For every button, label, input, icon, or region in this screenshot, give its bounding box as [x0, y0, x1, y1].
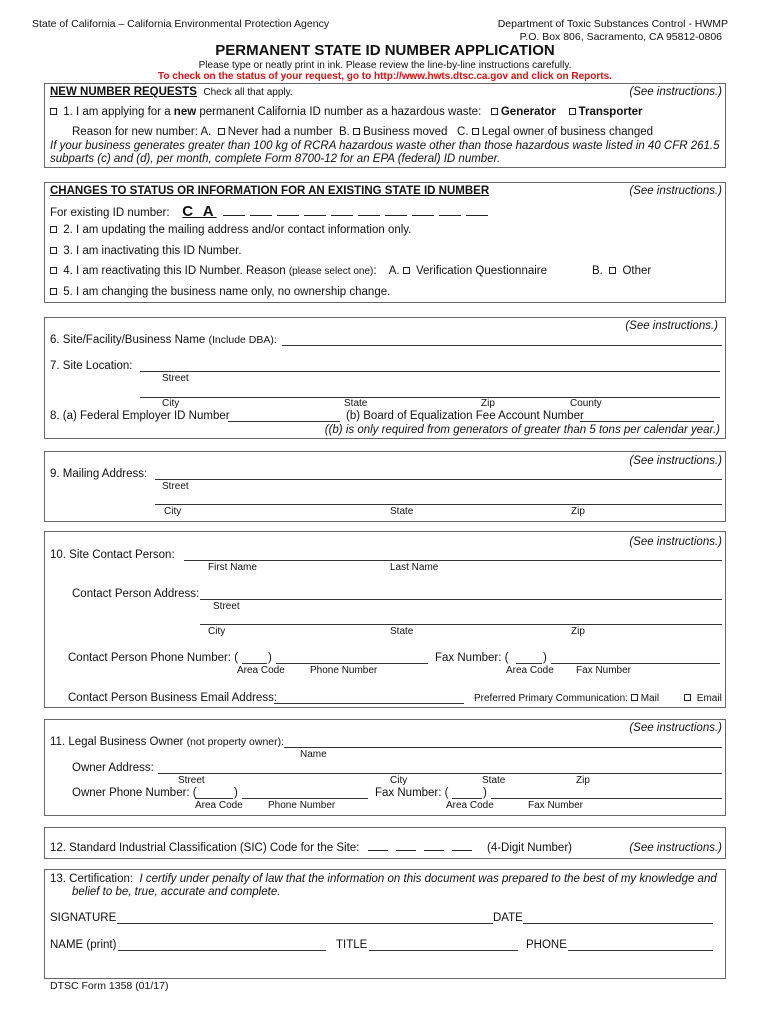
- agency-label: State of California – California Environmental Protection Agency: [32, 18, 330, 30]
- item-4: 4. I am reactivating this ID Number. Reason (please select one): A. Verification Questionnaire: [50, 265, 547, 278]
- owner-fax-label: Fax Number: (: [375, 787, 449, 799]
- last-name-caption: Last Name: [390, 562, 439, 573]
- contact-phone-field[interactable]: [276, 663, 428, 664]
- site-zip-caption: Zip: [481, 398, 495, 409]
- contact-address-label: Contact Person Address:: [72, 588, 200, 600]
- contact-phone-paren: ): [268, 652, 272, 664]
- owner-area-code-field[interactable]: [195, 798, 233, 799]
- site-name-field[interactable]: [282, 345, 722, 346]
- checkbox-verification[interactable]: [403, 267, 410, 274]
- contact-email-field[interactable]: [274, 703, 464, 704]
- existing-id-row: For existing ID number: C A: [50, 203, 493, 220]
- checkbox-inactivate[interactable]: [50, 247, 57, 254]
- owner-fax-paren: ): [483, 787, 487, 799]
- checkbox-email[interactable]: [684, 694, 691, 701]
- contact-phone-caption: Phone Number: [310, 665, 378, 676]
- contact-area-code-field[interactable]: [242, 663, 267, 664]
- see-instructions-5: (See instructions.): [629, 536, 722, 548]
- checkbox-transporter[interactable]: [569, 108, 576, 115]
- owner-fax-caption: Fax Number: [528, 800, 584, 811]
- contact-fax-caption: Fax Number: [576, 665, 632, 676]
- signature-field[interactable]: [117, 923, 493, 924]
- contact-city-field[interactable]: [200, 624, 722, 625]
- site-street-field[interactable]: [140, 371, 720, 372]
- fein-field[interactable]: [228, 421, 340, 422]
- owner-phone-label: Owner Phone Number: (: [72, 787, 197, 799]
- boe-label: (b) Board of Equalization Fee Account Number: [346, 410, 584, 422]
- site-county-caption: County: [570, 398, 602, 409]
- checkbox-other[interactable]: [609, 267, 616, 274]
- site-location-label: 7. Site Location:: [50, 360, 133, 372]
- department-label: Department of Toxic Substances Control - HWMP: [497, 18, 728, 30]
- checkbox-new-number[interactable]: [50, 108, 57, 115]
- owner-street-caption: Street: [178, 775, 205, 786]
- contact-state-caption: State: [390, 626, 414, 637]
- status-check-note: To check on the status of your request, go to http://www.hwts.dtsc.ca.gov and click on Reports.: [158, 71, 612, 82]
- owner-phone-caption: Phone Number: [268, 800, 336, 811]
- owner-phone-paren: ): [234, 787, 238, 799]
- rcra-note-2: subparts (c) and (d), per month, complete Form 8700-12 for an EPA (federal) ID number.: [50, 153, 501, 165]
- certification-text-2: belief to be, true, accurate and complete.: [72, 886, 281, 898]
- checkbox-name-change[interactable]: [50, 288, 57, 295]
- print-name-field[interactable]: [118, 950, 326, 951]
- department-address: P.O. Box 806, Sacramento, CA 95812-0806: [519, 31, 722, 43]
- checkbox-mail[interactable]: [631, 694, 638, 701]
- contact-fax-label: Fax Number: (: [435, 652, 509, 664]
- site-name-label: 6. Site/Facility/Business Name (Include DBA):: [50, 334, 277, 346]
- contact-area-caption: Area Code: [237, 665, 285, 676]
- owner-fax-field[interactable]: [491, 798, 722, 799]
- contact-name-field[interactable]: [184, 560, 722, 561]
- contact-fax-field[interactable]: [551, 663, 720, 664]
- site-state-caption: State: [344, 398, 368, 409]
- mailing-street-caption: Street: [162, 481, 189, 492]
- print-name-label: NAME (print): [50, 939, 117, 951]
- ca-prefix: C A: [182, 203, 217, 220]
- sic-digits-note: (4-Digit Number): [487, 842, 572, 854]
- site-city-field[interactable]: [140, 397, 720, 398]
- id-digit-blanks[interactable]: [223, 207, 493, 219]
- contact-zip-caption: Zip: [571, 626, 585, 637]
- contact-email-label: Contact Person Business Email Address:: [68, 692, 278, 704]
- sic-digit-blanks[interactable]: [368, 842, 477, 855]
- contact-person-label: 10. Site Contact Person:: [50, 549, 175, 561]
- checkbox-owner-changed[interactable]: [472, 128, 479, 135]
- site-city-caption: City: [162, 398, 180, 409]
- rcra-note-1: If your business generates greater than 100 kg of RCRA hazardous waste other than those hazardous waste listed in 40 CFR 261.5: [50, 140, 720, 152]
- boe-field[interactable]: [580, 421, 714, 422]
- mailing-city-caption: City: [164, 506, 182, 517]
- title-field[interactable]: [369, 950, 518, 951]
- item-2: 2. I am updating the mailing address and/or contact information only.: [50, 224, 411, 237]
- contact-fax-area-field[interactable]: [516, 663, 542, 664]
- changes-heading: CHANGES TO STATUS OR INFORMATION FOR AN EXISTING STATE ID NUMBER: [50, 185, 490, 197]
- owner-address-label: Owner Address:: [72, 762, 154, 774]
- item-3: 3. I am inactivating this ID Number.: [50, 245, 242, 258]
- checkbox-generator[interactable]: [491, 108, 498, 115]
- boe-note: ((b) is only required from generators of greater than 5 tons per calendar year.): [324, 424, 720, 436]
- contact-city-caption: City: [208, 626, 226, 637]
- signature-label: SIGNATURE: [50, 912, 117, 924]
- checkbox-business-moved[interactable]: [353, 128, 360, 135]
- reason-row: Reason for new number: A. Never had a number B. Business moved C. Legal owner of business changed: [72, 126, 654, 138]
- owner-phone-field[interactable]: [242, 798, 368, 799]
- certification-text-1: 13. Certification: I certify under penalty of law that the information on this document was prepared to the best of my knowledge and: [50, 873, 717, 885]
- contact-fax-paren: ): [543, 652, 547, 664]
- owner-fax-area-caption: Area Code: [446, 800, 494, 811]
- see-instructions-7: (See instructions.): [629, 842, 722, 854]
- see-instructions-3: (See instructions.): [625, 320, 718, 332]
- new-number-heading: NEW NUMBER REQUESTS Check all that apply.: [50, 86, 293, 98]
- contact-fax-area-caption: Area Code: [506, 665, 554, 676]
- site-street-caption: Street: [162, 373, 189, 384]
- owner-name-field[interactable]: [284, 747, 722, 748]
- item-5: 5. I am changing the business name only, no ownership change.: [50, 286, 390, 299]
- owner-label: 11. Legal Business Owner (not property owner):: [50, 736, 285, 748]
- date-label: DATE: [493, 912, 523, 924]
- mailing-street-field[interactable]: [155, 479, 722, 480]
- checkbox-never-had[interactable]: [218, 128, 225, 135]
- changes-section: [44, 182, 726, 303]
- owner-fax-area-field[interactable]: [452, 798, 482, 799]
- mailing-zip-caption: Zip: [571, 506, 585, 517]
- owner-area-caption: Area Code: [195, 800, 243, 811]
- phone-field[interactable]: [568, 950, 713, 951]
- title-label: TITLE: [336, 939, 368, 951]
- owner-name-caption: Name: [300, 749, 327, 760]
- see-instructions-1: (See instructions.): [629, 86, 722, 98]
- owner-address-field[interactable]: [158, 773, 722, 774]
- contact-street-caption: Street: [213, 601, 240, 612]
- phone-label: PHONE: [526, 939, 567, 951]
- contact-street-field[interactable]: [200, 599, 722, 600]
- see-instructions-4: (See instructions.): [629, 455, 722, 467]
- preferred-communication: Preferred Primary Communication: Mail: [474, 693, 660, 704]
- owner-state-caption: State: [482, 775, 506, 786]
- first-name-caption: First Name: [208, 562, 257, 573]
- fein-label: 8. (a) Federal Employer ID Number: [50, 410, 230, 422]
- owner-zip-caption: Zip: [576, 775, 590, 786]
- owner-city-caption: City: [390, 775, 408, 786]
- mailing-label: 9. Mailing Address:: [50, 468, 148, 480]
- mailing-state-caption: State: [390, 506, 414, 517]
- form-title: PERMANENT STATE ID NUMBER APPLICATION: [215, 42, 555, 59]
- mailing-city-field[interactable]: [155, 504, 722, 505]
- contact-phone-label: Contact Person Phone Number: (: [68, 652, 239, 664]
- checkbox-reactivate[interactable]: [50, 267, 57, 274]
- email-option: Email: [684, 693, 722, 705]
- see-instructions-2: (See instructions.): [629, 185, 722, 197]
- item-4-other: B. Other: [592, 265, 652, 277]
- date-field[interactable]: [523, 923, 713, 924]
- item-1: 1. I am applying for a new permanent California ID number as a hazardous waste: Generator Transporter: [50, 106, 643, 119]
- mailing-section: [44, 451, 726, 522]
- form-number: DTSC Form 1358 (01/17): [50, 980, 169, 992]
- see-instructions-6: (See instructions.): [629, 722, 722, 734]
- form-subtitle: Please type or neatly print in ink. Please review the line-by-line instructions carefully.: [198, 60, 572, 71]
- sic-label: 12. Standard Industrial Classification (SIC) Code for the Site:: [50, 842, 360, 854]
- checkbox-update-address[interactable]: [50, 226, 57, 233]
